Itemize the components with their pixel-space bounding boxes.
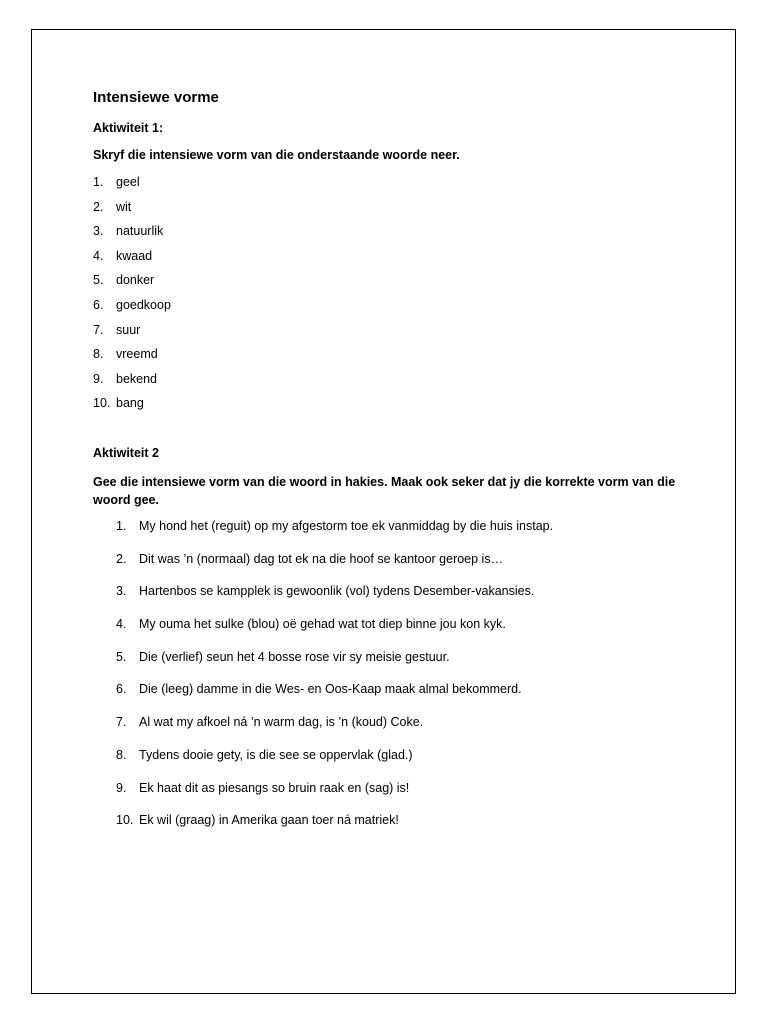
activity1-heading: Aktiwiteit 1: bbox=[93, 121, 164, 135]
list-item: 8. vreemd bbox=[93, 347, 158, 362]
word: natuurlik bbox=[116, 224, 164, 239]
word: donker bbox=[116, 273, 155, 288]
activity2-sentence-list bbox=[116, 517, 553, 844]
list-item: 10. Ek wil (graag) in Amerika gaan toer ná matriek! bbox=[116, 813, 399, 828]
sentence: Die (verlief) seun het 4 bosse rose vir sy meisie gestuur. bbox=[139, 649, 450, 664]
sentence: Al wat my afkoel ná ’n warm dag, is ’n (koud) Coke. bbox=[139, 715, 424, 730]
word: geel bbox=[116, 175, 140, 189]
word: suur bbox=[116, 322, 141, 337]
word: vreemd bbox=[116, 347, 158, 362]
sentence: Ek wil (graag) in Amerika gaan toer ná matriek! bbox=[139, 813, 399, 828]
sentence: My ouma het sulke (blou) oë gehad wat tot diep binne jou kon kyk. bbox=[139, 617, 506, 632]
list-item: 3. natuurlik bbox=[93, 224, 164, 239]
list-item: 9. bekend bbox=[93, 371, 158, 386]
list-item: 7. Al wat my afkoel ná ’n warm dag, is ’n (koud) Coke. bbox=[116, 715, 424, 730]
list-item: 4. My ouma het sulke (blou) oë gehad wat tot diep binne jou kon kyk. bbox=[116, 617, 506, 632]
list-item: 5. Die (verlief) seun het 4 bosse rose vir sy meisie gestuur. bbox=[116, 649, 450, 664]
list-item: 8. Tydens dooie gety, is die see se oppervlak (glad.) bbox=[116, 747, 413, 762]
list-item: 1. My hond het (reguit) op my afgestorm toe ek vanmiddag by die huis instap. bbox=[116, 519, 554, 533]
list-item: 1. geel bbox=[93, 175, 140, 189]
list-item: 4. kwaad bbox=[93, 248, 153, 263]
list-item: 2. wit bbox=[93, 199, 132, 214]
sentence: Tydens dooie gety, is die see se oppervlak (glad.) bbox=[139, 747, 413, 762]
activity2-heading: Aktiwiteit 2 bbox=[93, 446, 159, 460]
sentence: Hartenbos se kampplek is gewoonlik (vol) tydens Desember-vakansies. bbox=[139, 584, 535, 599]
list-item: 5. donker bbox=[93, 273, 155, 288]
list-item: 9. Ek haat dit as piesangs so bruin raak en (sag) is! bbox=[116, 780, 410, 795]
word: bekend bbox=[116, 371, 158, 386]
word: goedkoop bbox=[116, 297, 171, 312]
word: bang bbox=[116, 396, 144, 411]
list-item: 6. goedkoop bbox=[93, 297, 171, 312]
document-title: Intensiewe vorme bbox=[93, 89, 219, 106]
list-item: 2. Dit was ’n (normaal) dag tot ek na die hoof se kantoor geroep is… bbox=[116, 551, 504, 566]
sentence: Ek haat dit as piesangs so bruin raak en (sag) is! bbox=[139, 780, 410, 795]
word: kwaad bbox=[116, 248, 153, 263]
word: wit bbox=[116, 199, 132, 214]
activity1-instruction: Skryf die intensiewe vorm van die onderstaande woorde neer. bbox=[93, 148, 460, 162]
activity1-word-list bbox=[93, 173, 171, 419]
list-item: 3. Hartenbos se kampplek is gewoonlik (vol) tydens Desember-vakansies. bbox=[116, 584, 535, 599]
sentence: My hond het (reguit) op my afgestorm toe ek vanmiddag by die huis instap. bbox=[139, 519, 554, 533]
sentence: Dit was ’n (normaal) dag tot ek na die hoof se kantoor geroep is… bbox=[139, 551, 504, 566]
activity2-instruction: Gee die intensiewe vorm van die woord in hakies. Maak ook seker dat jy die korrekte vorm van die woord gee. bbox=[93, 475, 676, 507]
sentence: Die (leeg) damme in die Wes- en Oos-Kaap maak almal bekommerd. bbox=[139, 682, 522, 697]
list-item: 10. bang bbox=[93, 396, 144, 411]
list-item: 6. Die (leeg) damme in die Wes- en Oos-Kaap maak almal bekommerd. bbox=[116, 682, 522, 697]
list-item: 7. suur bbox=[93, 322, 141, 337]
